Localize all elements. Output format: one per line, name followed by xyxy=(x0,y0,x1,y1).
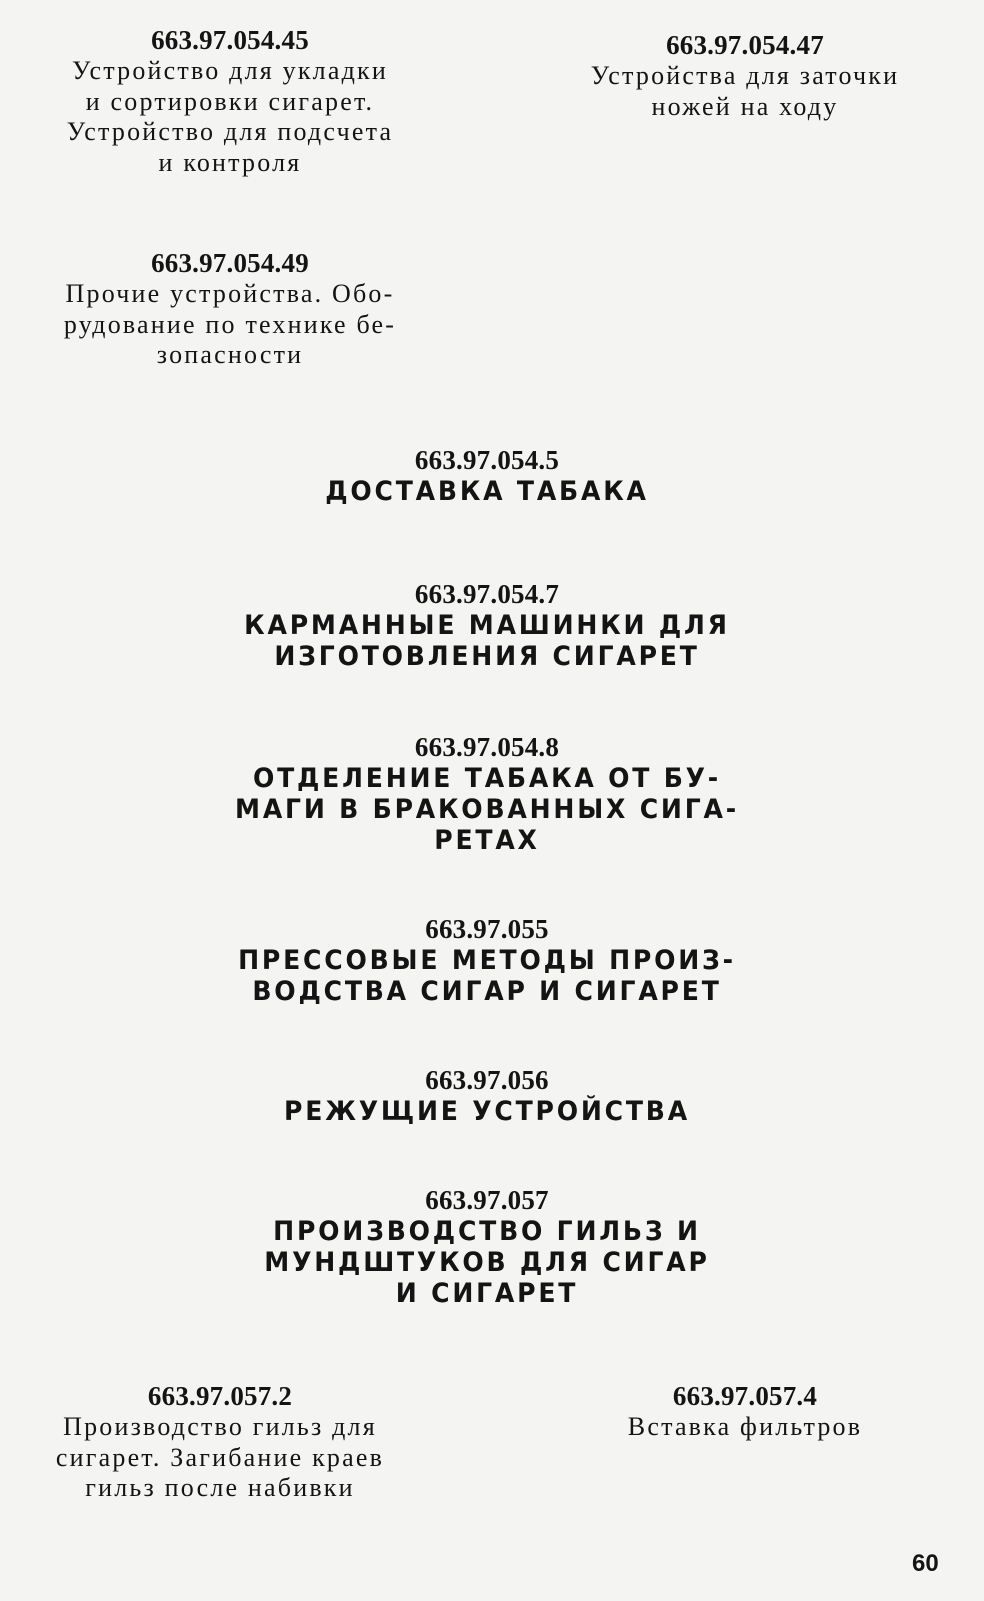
entry-code: 663.97.057 xyxy=(425,1185,549,1215)
heading-line: РЕЖУЩИЕ УСТРОЙСТВА xyxy=(284,1096,690,1127)
heading-line: МУНДШТУКОВ ДЛЯ СИГАР xyxy=(264,1247,710,1278)
heading-line: РЕТАХ xyxy=(434,825,540,856)
entry-code: 663.97.055 xyxy=(425,914,549,944)
heading-line: ПРЕССОВЫЕ МЕТОДЫ ПРОИЗ- xyxy=(238,945,736,976)
entry-code: 663.97.056 xyxy=(425,1065,549,1095)
heading-line: И СИГАРЕТ xyxy=(395,1278,579,1309)
heading-line: ОТДЕЛЕНИЕ ТАБАКА ОТ БУ- xyxy=(252,763,722,794)
section-heading xyxy=(208,476,766,507)
description-line: и контроля xyxy=(158,147,302,177)
entry-663-97-054-49 xyxy=(20,247,440,371)
entry-code: 663.97.057.2 xyxy=(147,1381,293,1411)
entry-663-97-055 xyxy=(187,913,787,1007)
description-line: и сортировки сигарет. xyxy=(85,86,375,116)
entry-description xyxy=(20,279,440,371)
entry-description xyxy=(10,1412,430,1504)
description-line: Устройства для заточки xyxy=(590,61,900,90)
entry-description xyxy=(545,61,945,122)
section-heading xyxy=(208,1096,766,1127)
description-line: Устройство для укладки xyxy=(72,56,388,85)
description-line: Вставка фильтров xyxy=(627,1412,863,1441)
description-line: сигарет. Загибание краев xyxy=(55,1442,385,1472)
entry-663-97-054-45 xyxy=(20,24,440,178)
entry-663-97-054-8 xyxy=(187,731,787,856)
entry-code: 663.97.054.5 xyxy=(414,445,560,475)
entry-code: 663.97.054.8 xyxy=(414,732,560,762)
page-number: 60 xyxy=(912,1550,939,1577)
entry-code: 663.97.057.4 xyxy=(672,1381,818,1411)
section-heading xyxy=(208,945,766,1007)
entry-663-97-054-5 xyxy=(187,444,787,507)
section-heading xyxy=(208,763,766,856)
heading-line: ВОДСТВА СИГАР И СИГАРЕТ xyxy=(252,976,722,1007)
entry-code: 663.97.054.45 xyxy=(151,25,309,55)
entry-663-97-054-7 xyxy=(187,578,787,672)
heading-line: КАРМАННЫЕ МАШИНКИ ДЛЯ xyxy=(244,610,730,641)
entry-663-97-057-2 xyxy=(10,1380,430,1504)
entry-code: 663.97.054.7 xyxy=(414,579,560,609)
heading-line: ИЗГОТОВЛЕНИЯ СИГАРЕТ xyxy=(274,641,700,672)
heading-line: ПРОИЗВОДСТВО ГИЛЬЗ И xyxy=(273,1216,701,1247)
section-heading xyxy=(208,1216,766,1309)
entry-663-97-056 xyxy=(187,1064,787,1127)
heading-line: МАГИ В БРАКОВАННЫХ СИГА- xyxy=(235,794,739,825)
entry-663-97-057 xyxy=(187,1184,787,1309)
entry-663-97-057-4 xyxy=(545,1380,945,1443)
entry-description xyxy=(545,1412,945,1443)
entry-code: 663.97.054.49 xyxy=(151,248,309,278)
section-heading xyxy=(208,610,766,672)
entry-663-97-054-47 xyxy=(545,29,945,122)
entry-description xyxy=(20,56,440,178)
description-line: Прочие устройства. Обо- xyxy=(65,279,395,308)
heading-line: ДОСТАВКА ТАБАКА xyxy=(325,476,649,507)
description-line: гильз после набивки xyxy=(85,1473,355,1502)
description-line: Производство гильз для xyxy=(63,1412,377,1441)
description-line: рудование по технике бе- xyxy=(63,309,397,339)
description-line: зопасности xyxy=(156,340,304,369)
entry-code: 663.97.054.47 xyxy=(666,30,824,60)
description-line: Устройство для подсчета xyxy=(66,117,394,146)
description-line: ножей на ходу xyxy=(651,91,839,121)
